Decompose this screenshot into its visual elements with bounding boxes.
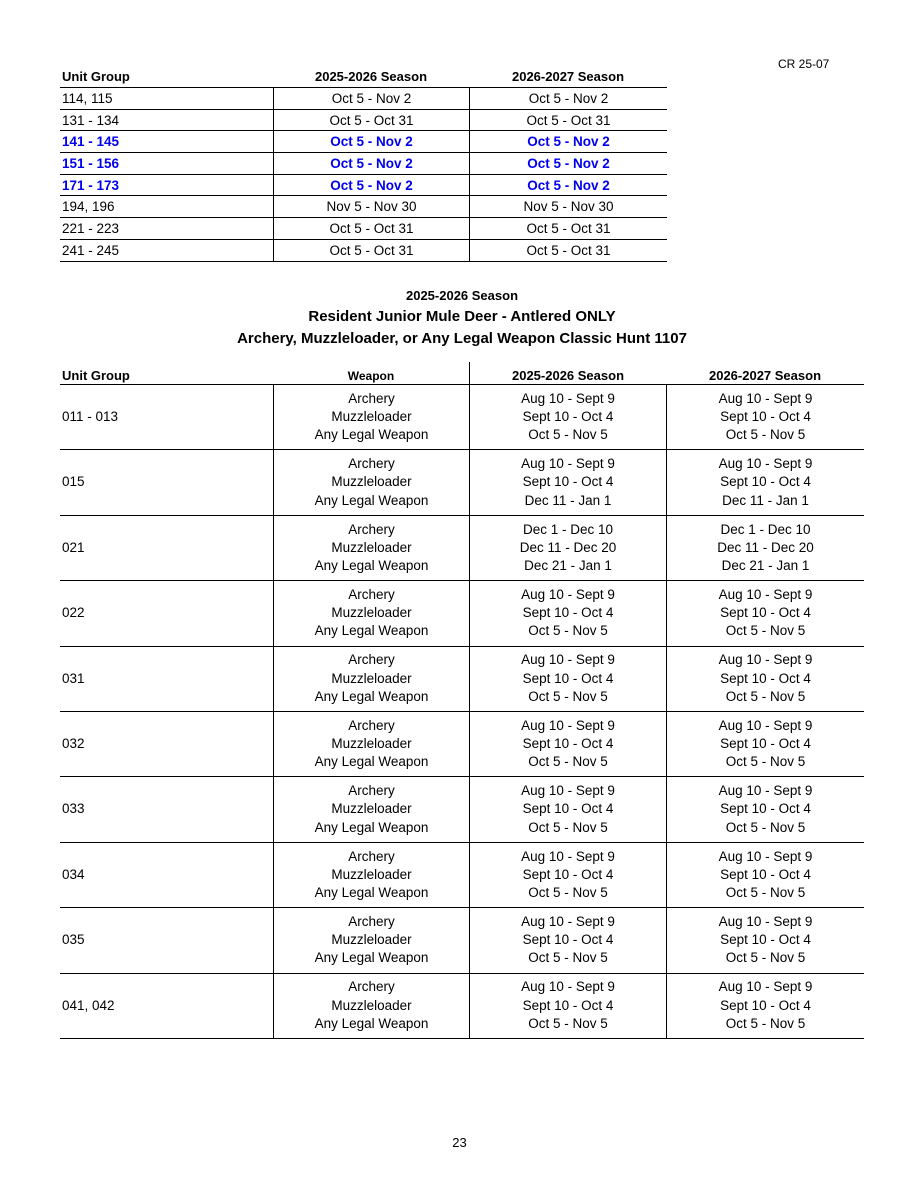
season-2025-cell bbox=[469, 450, 666, 514]
season-2026-line: Aug 10 - Sept 9 bbox=[718, 652, 813, 668]
season-2025-cell bbox=[469, 712, 666, 776]
season-2025-cell: Oct 5 - Oct 31 bbox=[273, 240, 469, 261]
season-2025-line: Oct 5 - Nov 5 bbox=[528, 819, 608, 835]
weapon-cell bbox=[273, 974, 469, 1038]
season-2026-line: Sept 10 - Oct 4 bbox=[720, 932, 811, 948]
weapon-line: Archery bbox=[348, 456, 395, 472]
season-2026-line: Aug 10 - Sept 9 bbox=[718, 914, 813, 930]
table-row bbox=[60, 88, 667, 110]
season-2026-line: Dec 1 - Dec 10 bbox=[720, 521, 811, 537]
weapon-cell bbox=[273, 516, 469, 580]
season-2026-line: Oct 5 - Nov 5 bbox=[725, 885, 806, 901]
season-2025-cell: Nov 5 - Nov 30 bbox=[273, 196, 469, 217]
weapon-line: Muzzleloader bbox=[331, 997, 412, 1013]
weapon-line: Muzzleloader bbox=[331, 605, 412, 621]
season-2025-line: Sept 10 - Oct 4 bbox=[522, 997, 614, 1013]
season-2025-line: Dec 11 - Dec 20 bbox=[519, 539, 617, 555]
season-2026-cell bbox=[666, 450, 864, 514]
season-2025-cell: Oct 5 - Nov 2 bbox=[273, 131, 469, 152]
unit-group-cell: 035 bbox=[62, 932, 85, 948]
header-season-2025: 2025-2026 Season bbox=[469, 362, 666, 384]
unit-group-cell: 041, 042 bbox=[62, 997, 115, 1013]
season-2026-line: Dec 21 - Jan 1 bbox=[721, 558, 810, 574]
weapon-cell bbox=[273, 908, 469, 972]
season-2026-line: Aug 10 - Sept 9 bbox=[718, 783, 813, 799]
season-2025-line: Dec 11 - Jan 1 bbox=[524, 492, 612, 508]
section-season: 2025-2026 Season bbox=[405, 288, 519, 303]
table-row bbox=[60, 196, 667, 218]
table-row bbox=[60, 712, 864, 777]
weapon-cell bbox=[273, 385, 469, 449]
season-2026-line: Dec 11 - Jan 1 bbox=[722, 492, 809, 508]
season-2026-line: Oct 5 - Nov 5 bbox=[725, 427, 806, 443]
season-2025-line: Aug 10 - Sept 9 bbox=[521, 848, 615, 864]
season-2026-cell: Oct 5 - Nov 2 bbox=[469, 153, 667, 174]
table-body bbox=[60, 385, 864, 1039]
weapon-line: Archery bbox=[348, 717, 395, 733]
season-2026-line: Sept 10 - Oct 4 bbox=[720, 605, 811, 621]
season-2026-cell: Oct 5 - Nov 2 bbox=[469, 175, 667, 196]
season-2025-line: Aug 10 - Sept 9 bbox=[521, 390, 615, 406]
season-2025-line: Dec 21 - Jan 1 bbox=[524, 558, 612, 574]
unit-group-cell: 022 bbox=[62, 605, 85, 621]
season-2026-cell bbox=[666, 974, 864, 1038]
season-2025-cell bbox=[469, 843, 666, 907]
season-2026-cell bbox=[666, 385, 864, 449]
season-2025-line: Oct 5 - Nov 5 bbox=[528, 754, 608, 770]
header-unit-group: Unit Group bbox=[62, 69, 130, 84]
table-header bbox=[60, 64, 667, 88]
season-2026-line: Aug 10 - Sept 9 bbox=[718, 587, 813, 603]
weapon-line: Any Legal Weapon bbox=[314, 623, 429, 639]
season-2025-line: Aug 10 - Sept 9 bbox=[521, 717, 615, 733]
season-2026-line: Sept 10 - Oct 4 bbox=[720, 866, 811, 882]
season-2025-line: Sept 10 - Oct 4 bbox=[522, 866, 614, 882]
document-reference: CR 25-07 bbox=[778, 57, 830, 71]
unit-group-cell: 021 bbox=[62, 539, 85, 555]
unit-group-cell: 015 bbox=[62, 474, 85, 490]
season-2026-line: Aug 10 - Sept 9 bbox=[718, 390, 813, 406]
weapon-line: Any Legal Weapon bbox=[314, 754, 429, 770]
header-season-2026: 2026-2027 Season bbox=[708, 368, 822, 383]
season-2025-cell bbox=[469, 581, 666, 645]
season-2026-cell bbox=[666, 647, 864, 711]
season-2025-line: Sept 10 - Oct 4 bbox=[522, 801, 614, 817]
weapon-line: Any Legal Weapon bbox=[314, 427, 429, 443]
season-2026-line: Oct 5 - Nov 5 bbox=[725, 688, 806, 704]
season-2026-line: Sept 10 - Oct 4 bbox=[720, 474, 811, 490]
page-number: 23 bbox=[452, 1135, 467, 1150]
season-2025-line: Sept 10 - Oct 4 bbox=[522, 605, 614, 621]
season-2025-line: Aug 10 - Sept 9 bbox=[521, 979, 615, 995]
weapon-line: Archery bbox=[348, 390, 395, 406]
season-2025-line: Aug 10 - Sept 9 bbox=[521, 783, 615, 799]
season-2026-cell bbox=[666, 581, 864, 645]
season-2026-line: Sept 10 - Oct 4 bbox=[720, 736, 811, 752]
season-2026-line: Dec 11 - Dec 20 bbox=[717, 539, 814, 555]
unit-group-cell: 114, 115 bbox=[62, 90, 113, 106]
table-row bbox=[60, 647, 864, 712]
season-2026-cell bbox=[666, 516, 864, 580]
weapon-line: Archery bbox=[348, 783, 395, 799]
weapon-line: Any Legal Weapon bbox=[314, 558, 429, 574]
weapon-line: Muzzleloader bbox=[331, 866, 412, 882]
weapon-line: Any Legal Weapon bbox=[314, 885, 429, 901]
table-row bbox=[60, 843, 864, 908]
season-2025-cell: Oct 5 - Oct 31 bbox=[273, 218, 469, 239]
season-2026-line: Sept 10 - Oct 4 bbox=[720, 801, 811, 817]
unit-group-cell: 241 - 245 bbox=[62, 242, 120, 258]
table-row bbox=[60, 110, 667, 132]
season-2026-line: Aug 10 - Sept 9 bbox=[718, 979, 813, 995]
season-2026-line: Sept 10 - Oct 4 bbox=[720, 409, 811, 425]
weapon-cell bbox=[273, 777, 469, 841]
season-2026-line: Oct 5 - Nov 5 bbox=[725, 1015, 806, 1031]
season-2026-line: Aug 10 - Sept 9 bbox=[718, 456, 813, 472]
season-2025-line: Oct 5 - Nov 5 bbox=[528, 688, 608, 704]
season-2026-cell bbox=[666, 777, 864, 841]
weapon-cell bbox=[273, 581, 469, 645]
season-2025-cell bbox=[469, 908, 666, 972]
weapon-cell bbox=[273, 712, 469, 776]
season-2025-line: Oct 5 - Nov 5 bbox=[528, 427, 608, 443]
season-2025-cell bbox=[469, 974, 666, 1038]
unit-group-cell: 131 - 134 bbox=[62, 112, 120, 128]
season-2026-line: Oct 5 - Nov 5 bbox=[725, 819, 806, 835]
table-row bbox=[60, 581, 864, 646]
header-weapon: Weapon bbox=[347, 369, 395, 383]
unit-group-cell: 171 - 173 bbox=[62, 177, 120, 193]
weapon-line: Any Legal Weapon bbox=[314, 819, 429, 835]
season-2025-cell: Oct 5 - Nov 2 bbox=[273, 88, 469, 109]
season-2025-line: Oct 5 - Nov 5 bbox=[528, 950, 608, 966]
weapon-line: Archery bbox=[348, 587, 395, 603]
weapon-cell bbox=[273, 450, 469, 514]
season-2026-line: Oct 5 - Nov 5 bbox=[725, 754, 806, 770]
season-2026-cell bbox=[666, 712, 864, 776]
season-2026-cell: Oct 5 - Nov 2 bbox=[469, 88, 667, 109]
table-row bbox=[60, 908, 864, 973]
table-row bbox=[60, 777, 864, 842]
season-2025-cell bbox=[469, 647, 666, 711]
weapon-line: Muzzleloader bbox=[331, 932, 412, 948]
season-2026-line: Sept 10 - Oct 4 bbox=[720, 670, 811, 686]
table-row bbox=[60, 175, 667, 197]
season-table-2 bbox=[60, 362, 864, 1039]
weapon-line: Archery bbox=[348, 979, 395, 995]
season-2025-line: Aug 10 - Sept 9 bbox=[521, 587, 615, 603]
section-title-line2: Archery, Muzzleloader, or Any Legal Weapon Classic Hunt 1107 bbox=[237, 330, 687, 347]
unit-group-cell: 141 - 145 bbox=[62, 134, 120, 150]
weapon-line: Muzzleloader bbox=[331, 801, 412, 817]
season-2026-cell bbox=[666, 908, 864, 972]
season-2025-cell: Oct 5 - Nov 2 bbox=[273, 153, 469, 174]
season-2026-cell: Nov 5 - Nov 30 bbox=[469, 196, 667, 217]
unit-group-cell: 011 - 013 bbox=[62, 409, 119, 425]
season-2025-cell bbox=[469, 777, 666, 841]
season-2025-line: Sept 10 - Oct 4 bbox=[522, 409, 614, 425]
season-2025-line: Sept 10 - Oct 4 bbox=[522, 670, 614, 686]
unit-group-cell: 221 - 223 bbox=[62, 220, 120, 236]
table-body bbox=[60, 88, 667, 262]
table-row bbox=[60, 385, 864, 450]
section-title-line1: Resident Junior Mule Deer - Antlered ONLY bbox=[308, 308, 616, 325]
season-2026-cell: Oct 5 - Oct 31 bbox=[469, 240, 667, 261]
table-row bbox=[60, 218, 667, 240]
weapon-line: Muzzleloader bbox=[331, 736, 412, 752]
weapon-line: Muzzleloader bbox=[331, 539, 412, 555]
weapon-cell bbox=[273, 843, 469, 907]
season-2026-cell bbox=[666, 843, 864, 907]
season-2025-line: Aug 10 - Sept 9 bbox=[521, 456, 615, 472]
table-row bbox=[60, 974, 864, 1039]
season-2025-line: Aug 10 - Sept 9 bbox=[521, 914, 615, 930]
weapon-line: Muzzleloader bbox=[331, 474, 412, 490]
unit-group-cell: 033 bbox=[62, 801, 85, 817]
season-2025-line: Dec 1 - Dec 10 bbox=[522, 521, 614, 537]
season-2025-cell: Oct 5 - Nov 2 bbox=[273, 175, 469, 196]
season-2026-line: Aug 10 - Sept 9 bbox=[718, 848, 813, 864]
table-row bbox=[60, 516, 864, 581]
season-2026-line: Oct 5 - Nov 5 bbox=[725, 623, 806, 639]
season-2025-line: Oct 5 - Nov 5 bbox=[528, 885, 608, 901]
weapon-line: Archery bbox=[348, 848, 395, 864]
table-row bbox=[60, 450, 864, 515]
weapon-cell bbox=[273, 647, 469, 711]
unit-group-cell: 151 - 156 bbox=[62, 155, 120, 171]
season-2025-cell: Oct 5 - Oct 31 bbox=[273, 110, 469, 131]
unit-group-cell: 031 bbox=[62, 670, 85, 686]
season-2025-line: Sept 10 - Oct 4 bbox=[522, 474, 614, 490]
weapon-line: Any Legal Weapon bbox=[314, 1015, 429, 1031]
season-2025-line: Oct 5 - Nov 5 bbox=[528, 623, 608, 639]
weapon-line: Muzzleloader bbox=[331, 670, 412, 686]
weapon-line: Any Legal Weapon bbox=[314, 688, 429, 704]
weapon-line: Archery bbox=[348, 521, 395, 537]
season-2025-line: Sept 10 - Oct 4 bbox=[522, 932, 614, 948]
season-2025-cell bbox=[469, 385, 666, 449]
section-titles bbox=[60, 286, 864, 350]
table-header bbox=[60, 362, 864, 385]
season-2026-cell: Oct 5 - Oct 31 bbox=[469, 218, 667, 239]
header-season-2026: 2026-2027 Season bbox=[511, 69, 625, 84]
table-row bbox=[60, 153, 667, 175]
season-2026-cell: Oct 5 - Nov 2 bbox=[469, 131, 667, 152]
season-2025-cell bbox=[469, 516, 666, 580]
season-2026-line: Sept 10 - Oct 4 bbox=[720, 997, 811, 1013]
header-unit-group: Unit Group bbox=[62, 368, 130, 383]
season-2025-line: Oct 5 - Nov 5 bbox=[528, 1015, 608, 1031]
weapon-line: Any Legal Weapon bbox=[314, 492, 429, 508]
weapon-line: Archery bbox=[348, 652, 395, 668]
season-2026-cell: Oct 5 - Oct 31 bbox=[469, 110, 667, 131]
season-2025-line: Sept 10 - Oct 4 bbox=[522, 736, 614, 752]
weapon-line: Any Legal Weapon bbox=[314, 950, 429, 966]
weapon-line: Archery bbox=[348, 914, 395, 930]
season-2026-line: Oct 5 - Nov 5 bbox=[725, 950, 806, 966]
season-2026-line: Aug 10 - Sept 9 bbox=[718, 717, 813, 733]
weapon-line: Muzzleloader bbox=[331, 409, 412, 425]
season-2025-line: Aug 10 - Sept 9 bbox=[521, 652, 615, 668]
table-row bbox=[60, 131, 667, 153]
unit-group-cell: 194, 196 bbox=[62, 199, 115, 215]
table-row bbox=[60, 240, 667, 262]
header-season-2025: 2025-2026 Season bbox=[314, 69, 428, 84]
unit-group-cell: 032 bbox=[62, 736, 85, 752]
season-table-1 bbox=[60, 64, 667, 262]
unit-group-cell: 034 bbox=[62, 866, 85, 882]
